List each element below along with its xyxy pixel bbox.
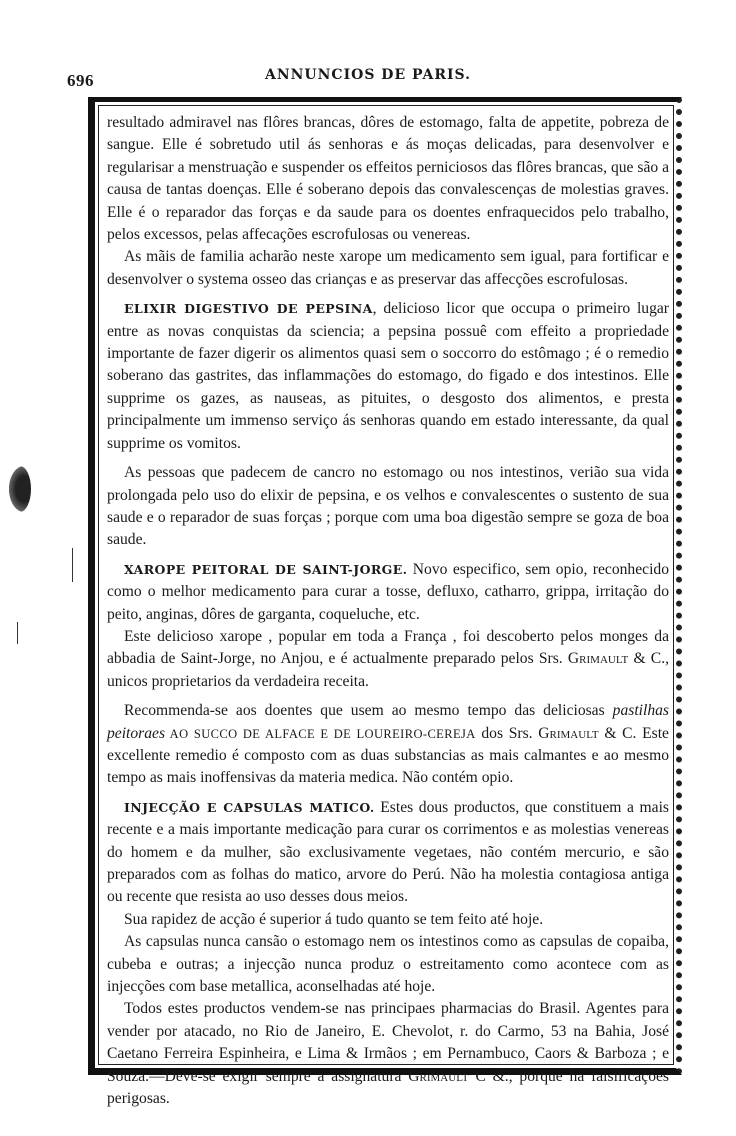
section-heading-elixir: ELIXIR DIGESTIVO DE PEPSINA xyxy=(124,301,373,317)
text-run: Todos estes productos vendem-se nas principaes pharmacias do Brasil. Agentes para vender por atacado, no Rio de Janeiro, E. Chevolot, r. do Carmo, 53 na Bahia, José Caetano Ferreira Espinheira, e Lima & Irmãos ; em Pernambuco, Caors & Barboza ; e Souza.—Deve-se exigir sempre a assignatura xyxy=(107,1000,669,1085)
text-run: C &., porque ha falsificações perigosas. xyxy=(107,1067,669,1108)
brand-grimault: Grimault xyxy=(538,724,599,742)
paragraph-xarope-origin xyxy=(107,626,669,693)
paragraph-cancer: As pessoas que padecem de cancro no estomago ou nos intestinos, verião sua vida prolongada pelo uso do elixir de pepsina, e os velhos e convalescentes o sustento de sua saude e o reparador de suas forças ; porque com uma boa digestão sempre se goza de boa saude. xyxy=(107,464,669,549)
paragraph-pastilhas xyxy=(107,700,669,790)
section-injeccao-text: Estes dous productos, que constituem a mais recente e a mais importante medicação para curar os corrimentos e as molestias venereas do homem e da mulher, são exclusivamente vegetaes, não contém mercurio, e são preparados com as folhas do matico, arvore do Perú. Não ha molestia contagiosa antiga ou recente que resista ao uso desses dous meios. xyxy=(107,798,669,906)
section-xarope xyxy=(107,559,669,626)
brand-grimault: Grimault xyxy=(408,1067,469,1085)
section-elixir xyxy=(107,298,669,455)
caps-succo: AO SUCCO DE ALFACE E DE LOUREIRO-CEREJA xyxy=(165,726,476,741)
section-injeccao xyxy=(107,797,669,909)
paragraph-capsulas: As capsulas nunca cansão o estomago nem os intestinos como as capsulas de copaiba, cubeba e outras; a injecção nunca produz o estreitamento como acontece com as injecções com base metallica, aconselhadas até hoje. xyxy=(107,933,669,996)
brand-grimault: Grimault xyxy=(567,650,629,668)
paragraph-mothers: As mãis de familia acharão neste xarope um medicamento sem igual, para fortificar e desenvolver o systema osseo das crianças e as preservar das affecções escrofulosas. xyxy=(107,248,669,288)
running-title: ANNUNCIOS DE PARIS. xyxy=(264,67,472,83)
paragraph-agentes xyxy=(107,998,669,1110)
italic-pastilhas: pastilhas peitoraes xyxy=(107,702,669,742)
text-run: & C., unicos proprietarios da verdadeira receita. xyxy=(107,650,669,690)
advertisement-text xyxy=(107,112,669,1110)
text-run: dos Srs. xyxy=(475,724,539,742)
section-elixir-text: , delicioso licor que occupa o primeiro lugar entre as novas conquistas da sciencia; a pepsina possuê com effeito a propriedade importante de fazer digerir os alimentos quasi sem o soccorro do estômago ; é o remedio soberano das gastrites, das inflammações do estomago, do figado e dos intestinos. Elle supprime os gazes, as nauseas, as pituites, o desgosto dos alimentos, e presta principalmente um immenso serviço ás senhoras quando em estado interessante, da qual supprime os vomitos. xyxy=(107,300,669,452)
page-number: 696 xyxy=(67,71,94,90)
section-heading-xarope: XAROPE PEITORAL DE SAINT-JORGE. xyxy=(124,561,408,577)
ink-blot xyxy=(9,466,31,512)
text-run: Recommenda-se aos doentes que usem ao mesmo tempo das deliciosas xyxy=(124,702,613,720)
section-xarope-text: Novo especifico, sem opio, reconhecido como o melhor medicamento para curar a tosse, defluxo, catharro, grippa, irritação do peito, anginas, dôres de garganta, coqueluche, etc. xyxy=(107,560,669,623)
margin-mark xyxy=(17,622,18,644)
margin-mark xyxy=(72,548,73,582)
paragraph-rapidez: Sua rapidez de acção é superior á tudo quanto se tem feito até hoje. xyxy=(124,910,544,928)
paragraph-continuation: resultado admiravel nas flôres brancas, dôres de estomago, falta de appetite, pobreza de sangue. Elle é sobretudo util ás senhoras e ás moças delicadas, para desenvolver e regularisar a menstruação e suspender os effeitos perniciosos das flôres brancas, que são a causa de tantas doenças. Elle é soberano depois das convalescenças de molestias graves. Elle é o reparador das forças e da saude para os doentes enfraquecidos pelo trabalho, pelos excessos, pelas affecações escrofulosas ou venereas. xyxy=(107,114,669,244)
text-run: & C. Este excellente remedio é composto com as duas substancias as mais calmantes e ao mesmo tempo as mais inoffensivas da materia medica. Não contém opio. xyxy=(107,724,669,787)
section-heading-injeccao: INJECÇÃO E CAPSULAS MATICO. xyxy=(124,799,375,815)
text-run: Este delicioso xarope , popular em toda a França , foi descoberto pelos monges da abbadia de Saint-Jorge, no Anjou, e é actualmente preparado pelos Srs. xyxy=(107,627,669,668)
